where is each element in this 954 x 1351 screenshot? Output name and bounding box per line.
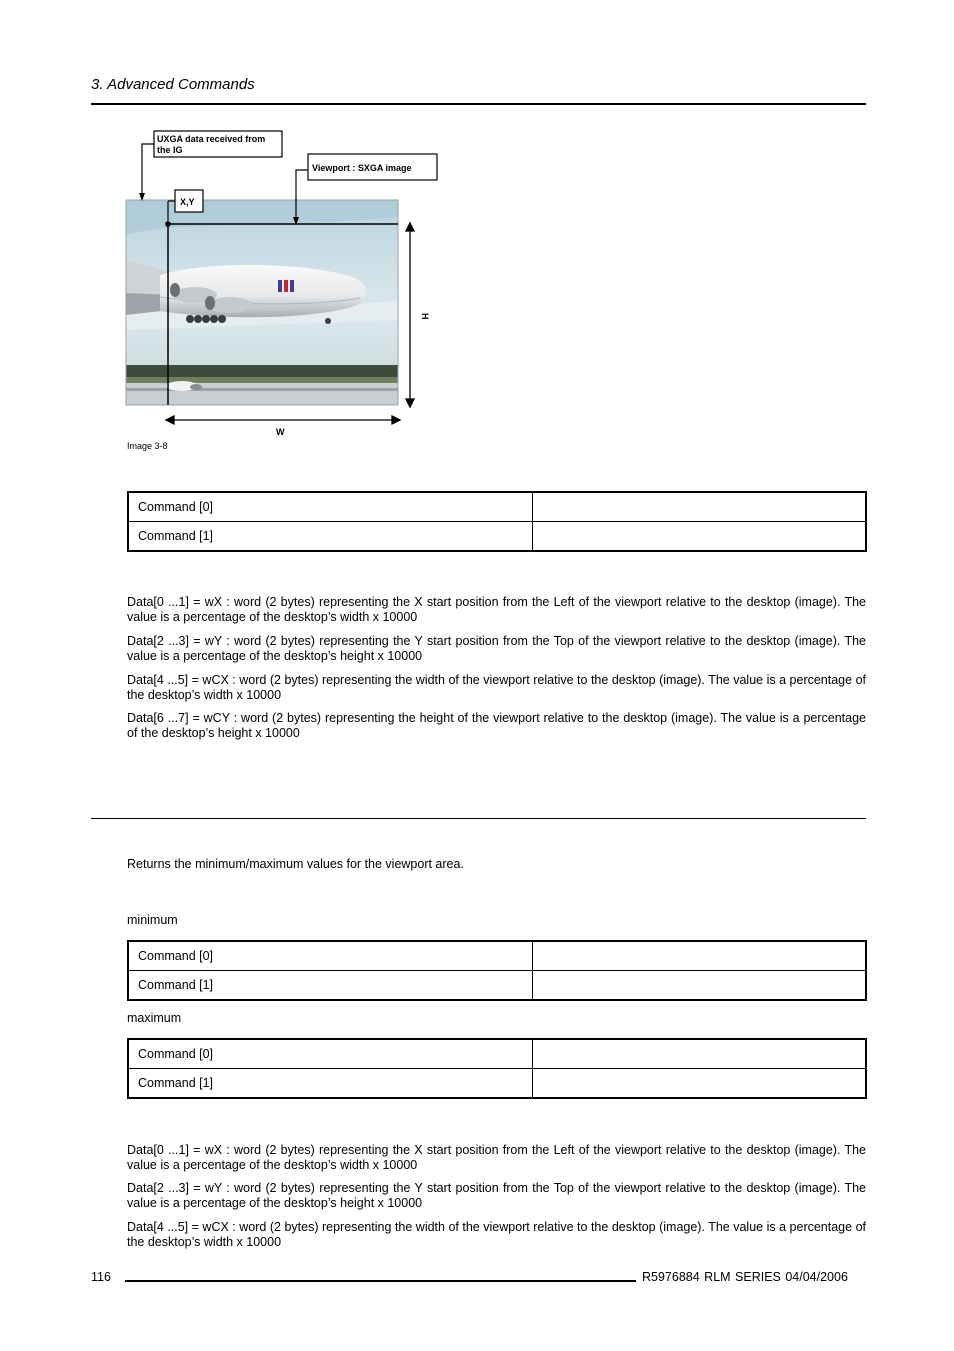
width-dimension <box>166 416 400 424</box>
data-description: Data[0 ...1] = wX : word (2 bytes) representing the X start position from the Left of the viewport relative to the desktop (image). The value is a percentage of the desktop’s width x 10000 <box>127 595 866 624</box>
minimum-command-table <box>127 940 867 1001</box>
command-cell: Command [1] <box>128 971 533 1001</box>
maximum-label: maximum <box>127 1011 182 1025</box>
command-cell: Command [0] <box>128 492 533 522</box>
data-description: Data[4 ...5] = wCX : word (2 bytes) representing the width of the viewport relative to the desktop (image). The value is a percentage of the desktop’s width x 10000 <box>127 673 866 702</box>
command-table <box>127 491 867 552</box>
width-label: W <box>276 427 285 437</box>
table-row <box>128 522 866 552</box>
viewport-diagram <box>120 125 450 440</box>
command-cell: Command [0] <box>128 941 533 971</box>
header-rule <box>91 103 866 105</box>
viewport-label: Viewport : SXGA image <box>312 163 412 173</box>
table-row <box>128 1069 866 1099</box>
page-number: 116 <box>91 1270 111 1284</box>
data-description: Data[2 ...3] = wY : word (2 bytes) representing the Y start position from the Top of the viewport relative to the desktop (image). The value is a percentage of the desktop’s height x 10000 <box>127 1181 866 1210</box>
uxga-label-line2: the IG <box>157 145 183 155</box>
airplane-photo <box>126 200 398 405</box>
table-row <box>128 492 866 522</box>
table-row <box>128 941 866 971</box>
command-cell: Command [0] <box>128 1039 533 1069</box>
data-description: Data[2 ...3] = wY : word (2 bytes) representing the Y start position from the Top of the viewport relative to the desktop (image). The value is a percentage of the desktop’s height x 10000 <box>127 634 866 663</box>
height-dimension <box>406 223 414 407</box>
figure-caption: Image 3-8 <box>127 441 168 451</box>
value-cell <box>533 1069 867 1099</box>
value-cell <box>533 941 867 971</box>
command-cell: Command [1] <box>128 522 533 552</box>
maximum-command-table <box>127 1038 867 1099</box>
command-cell: Command [1] <box>128 1069 533 1099</box>
section-rule <box>91 818 866 819</box>
height-label: H <box>420 313 430 320</box>
value-cell <box>533 522 867 552</box>
uxga-label-line1: UXGA data received from <box>157 134 266 144</box>
value-cell <box>533 492 867 522</box>
data-description: Data[0 ...1] = wX : word (2 bytes) representing the X start position from the Left of the viewport relative to the desktop (image). The value is a percentage of the desktop’s width x 10000 <box>127 1143 866 1172</box>
uxga-callout <box>139 131 282 201</box>
data-description: Data[6 ...7] = wCY : word (2 bytes) representing the height of the viewport relative to the desktop (image). The value is a percentage of the desktop’s height x 10000 <box>127 711 866 740</box>
value-cell <box>533 1039 867 1069</box>
value-cell <box>533 971 867 1001</box>
table-row <box>128 971 866 1001</box>
xy-origin-dot <box>165 221 171 227</box>
data-description: Data[4 ...5] = wCX : word (2 bytes) representing the width of the viewport relative to the desktop (image). The value is a percentage of the desktop’s width x 10000 <box>127 1220 866 1249</box>
xy-label: X,Y <box>180 197 195 207</box>
minimum-label: minimum <box>127 913 178 927</box>
footer-rule <box>125 1280 636 1282</box>
document-info: R5976884 RLM SERIES 04/04/2006 <box>642 1270 848 1284</box>
table-row <box>128 1039 866 1069</box>
section-intro: Returns the minimum/maximum values for the viewport area. <box>127 857 464 871</box>
chapter-title: 3. Advanced Commands <box>91 76 255 93</box>
